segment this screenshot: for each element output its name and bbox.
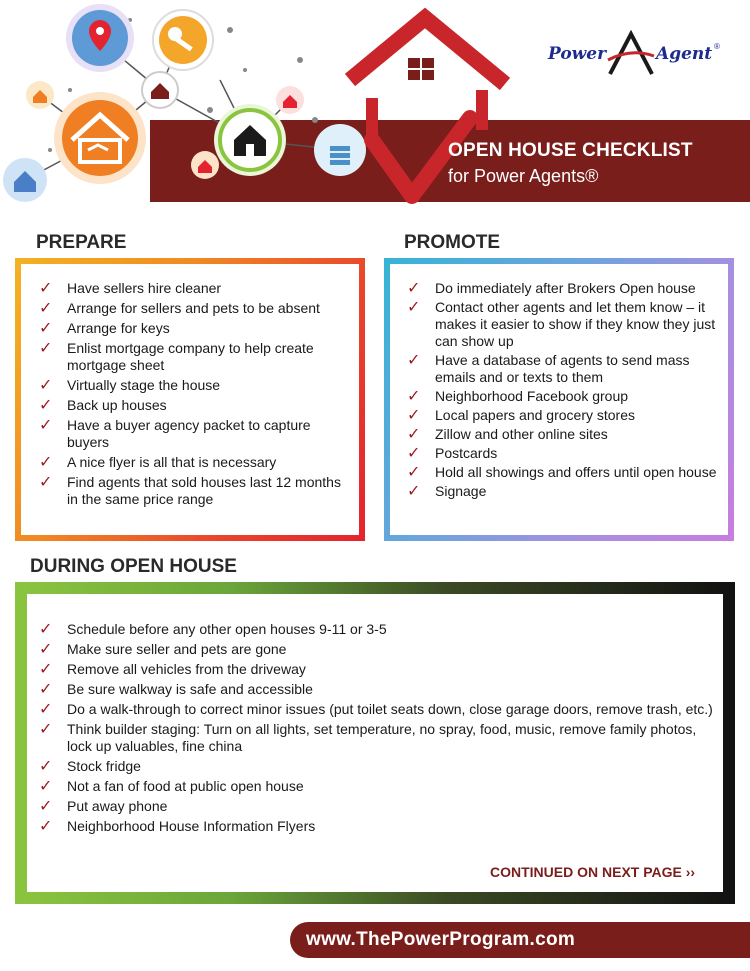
page-subtitle: for Power Agents® [448, 166, 599, 186]
list-item: ✓ Arrange for sellers and pets to be absent [39, 300, 320, 317]
power-agent-logo [548, 30, 728, 80]
check-icon: ✓ [407, 280, 421, 297]
list-item: ✓ Have sellers hire cleaner [39, 280, 222, 297]
check-icon: ✓ [39, 661, 53, 678]
check-icon: ✓ [407, 426, 421, 443]
check-icon: ✓ [39, 340, 53, 357]
check-icon: ✓ [407, 388, 421, 405]
list-item: ✓ Be sure walkway is safe and accessible [39, 681, 313, 698]
house-icon [3, 158, 47, 202]
check-icon: ✓ [39, 300, 53, 317]
list-item: ✓ Signage [407, 483, 487, 500]
list-item: ✓ Do a walk-through to correct minor issues (put toilet seats down, close garage doors, remove trash, etc.) [39, 701, 713, 718]
logo-word-left: Power [548, 44, 607, 64]
check-icon: ✓ [39, 641, 53, 658]
check-icon: ✓ [407, 464, 421, 481]
list-item: ✓ Arrange for keys [39, 320, 170, 337]
website-link[interactable]: www.ThePowerProgram.com [306, 929, 576, 950]
check-icon: ✓ [407, 483, 421, 500]
page-title: OPEN HOUSE CHECKLIST [448, 140, 693, 161]
logo-word-right: Agent [656, 44, 713, 64]
list-item: ✓ Neighborhood Facebook group [407, 388, 629, 405]
during-checklist [34, 621, 714, 838]
handshake-icon [54, 92, 146, 184]
check-icon: ✓ [39, 721, 53, 738]
list-item: ✓ Postcards [407, 445, 498, 462]
house-in-hand-icon [214, 104, 286, 176]
promote-heading: PROMOTE [404, 232, 501, 253]
house-icon [142, 72, 178, 108]
house-icon [26, 81, 54, 109]
promote-checklist [402, 280, 728, 502]
check-icon: ✓ [39, 818, 53, 835]
list-item: ✓ A nice flyer is all that is necessary [39, 454, 277, 471]
check-icon: ✓ [39, 454, 53, 471]
list-item: ✓ Stock fridge [39, 758, 141, 775]
check-icon: ✓ [39, 798, 53, 815]
house-icon [191, 151, 219, 179]
check-icon: ✓ [39, 397, 53, 414]
check-icon: ✓ [39, 377, 53, 394]
list-item: ✓ Local papers and grocery stores [407, 407, 635, 424]
continued-next-page-link[interactable]: CONTINUED ON NEXT PAGE ›› [490, 864, 696, 880]
list-item: ✓ Put away phone [39, 798, 168, 815]
logo-a-mark-icon [606, 30, 656, 78]
location-pin-icon [66, 4, 134, 72]
logo-registered-mark: ® [714, 42, 720, 51]
list-item: ✓ Hold all showings and offers until open house [407, 464, 717, 481]
list-item: ✓ Virtually stage the house [39, 377, 221, 394]
check-icon: ✓ [407, 352, 421, 369]
list-item: ✓ Not a fan of food at public open house [39, 778, 304, 795]
list-item: ✓ Find agents that sold houses last 12 months in the same price range [39, 474, 341, 507]
list-item: ✓ Remove all vehicles from the driveway [39, 661, 306, 678]
check-icon: ✓ [39, 758, 53, 775]
check-icon: ✓ [407, 299, 421, 316]
list-item: ✓ Neighborhood House Information Flyers [39, 818, 316, 835]
list-item: ✓ Have a database of agents to send mass emails and or texts to them [407, 352, 690, 385]
list-item: ✓ Schedule before any other open houses 9-11 or 3-5 [39, 621, 387, 638]
prepare-heading: PREPARE [36, 232, 127, 253]
list-item: ✓ Think builder staging: Turn on all lights, set temperature, no spray, food, music, remove family photos, lock up valuables, fine china [39, 721, 697, 754]
list-item: ✓ Contact other agents and let them know – it makes it easier to show if they know they just can show up [407, 299, 716, 349]
check-icon: ✓ [39, 621, 53, 638]
prepare-checklist [34, 280, 354, 511]
coins-icon [314, 124, 366, 176]
check-icon: ✓ [39, 320, 53, 337]
list-item: ✓ Back up houses [39, 397, 167, 414]
list-item: ✓ Do immediately after Brokers Open house [407, 280, 696, 297]
check-icon: ✓ [39, 681, 53, 698]
list-item: ✓ Enlist mortgage company to help create mortgage sheet [39, 340, 314, 373]
check-icon: ✓ [39, 417, 53, 434]
check-icon: ✓ [39, 280, 53, 297]
check-icon: ✓ [39, 778, 53, 795]
key-icon [153, 10, 213, 70]
house-icon [276, 86, 304, 114]
check-icon: ✓ [39, 701, 53, 718]
list-item: ✓ Have a buyer agency packet to capture buyers [39, 417, 311, 450]
check-icon: ✓ [407, 445, 421, 462]
during-heading: DURING OPEN HOUSE [30, 556, 237, 577]
check-icon: ✓ [407, 407, 421, 424]
check-icon: ✓ [39, 474, 53, 491]
list-item: ✓ Make sure seller and pets are gone [39, 641, 287, 658]
list-item: ✓ Zillow and other online sites [407, 426, 608, 443]
